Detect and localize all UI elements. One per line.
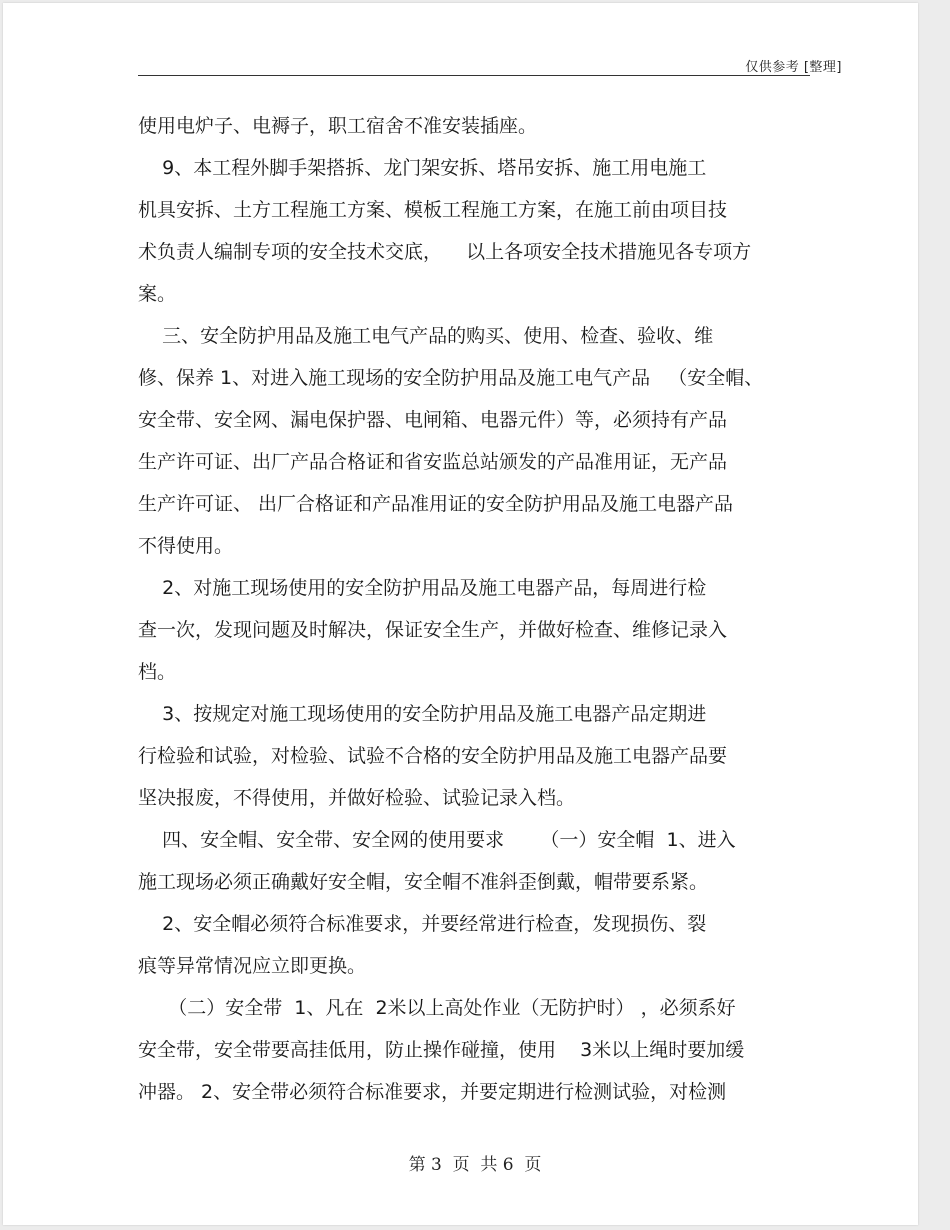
header-divider xyxy=(138,75,810,76)
text-line: 不得使用。 xyxy=(138,535,234,557)
text-line: 9、本工程外脚手架搭拆、龙门架安拆、塔吊安拆、施工用电施工 xyxy=(138,157,707,179)
text-line: 痕等异常情况应立即更换。 xyxy=(138,955,367,977)
text-line: 案。 xyxy=(138,283,177,305)
text-line: 行检验和试验，对检验、试验不合格的安全防护用品及施工电器产品要 xyxy=(138,745,728,767)
text-line: 2、对施工现场使用的安全防护用品及施工电器产品，每周进行检 xyxy=(138,577,707,599)
text-line: 术负责人编制专项的安全技术交底， 以上各项安全技术措施见各专项方 xyxy=(138,241,752,263)
text-line: 安全带、安全网、漏电保护器、电闸箱、电器元件）等，必须持有产品 xyxy=(138,409,728,431)
text-line: 生产许可证、出厂产品合格证和省安监总站颁发的产品准用证，无产品 xyxy=(138,451,728,473)
text-line: 生产许可证、 出厂合格证和产品准用证的安全防护用品及施工电器产品 xyxy=(138,493,734,515)
text-line: 安全带，安全带要高挂低用，防止操作碰撞，使用 3米以上绳时要加缓 xyxy=(138,1039,745,1061)
text-line: 使用电炉子、电褥子，职工宿舍不准安装插座。 xyxy=(138,115,538,137)
text-line: 修、保养 1、对进入施工现场的安全防护用品及施工电气产品 （安全帽、 xyxy=(138,367,764,389)
page-number-footer: 第 3 页 共 6 页 xyxy=(408,1155,542,1175)
text-line: 四、安全帽、安全带、安全网的使用要求 （一）安全帽 1、进入 xyxy=(138,829,736,851)
text-line: 2、安全帽必须符合标准要求，并要经常进行检查，发现损伤、裂 xyxy=(138,913,707,935)
text-line: （二）安全带 1、凡在 2米以上高处作业（无防护时） ，必须系好 xyxy=(138,997,736,1019)
text-line: 查一次，发现问题及时解决，保证安全生产，并做好检查、维修记录入 xyxy=(138,619,728,641)
page-header: 仅供参考 [整理] xyxy=(745,60,842,75)
text-line: 档。 xyxy=(138,661,177,683)
text-line: 三、安全防护用品及施工电气产品的购买、使用、检查、验收、维 xyxy=(138,325,714,347)
body-text xyxy=(138,105,818,1113)
text-line: 施工现场必须正确戴好安全帽，安全帽不准斜歪倒戴，帽带要系紧。 xyxy=(138,871,709,893)
text-line: 机具安拆、土方工程施工方案、模板工程施工方案，在施工前由项目技 xyxy=(138,199,728,221)
text-line: 坚决报废，不得使用，并做好检验、试验记录入档。 xyxy=(138,787,576,809)
text-line: 3、按规定对施工现场使用的安全防护用品及施工电器产品定期进 xyxy=(138,703,707,725)
text-line: 冲器。 2、安全带必须符合标准要求，并要定期进行检测试验，对检测 xyxy=(138,1081,727,1103)
